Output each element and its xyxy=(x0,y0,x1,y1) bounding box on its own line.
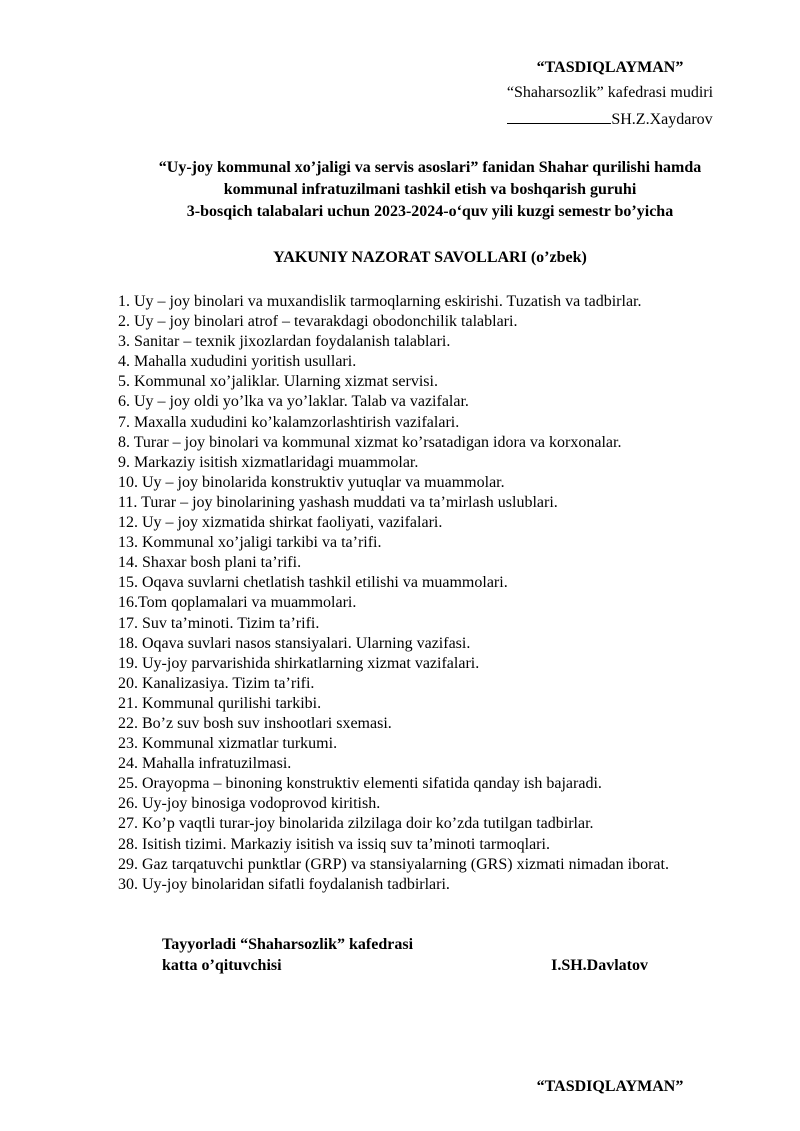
question-item: 18. Oqava suvlari nasos stansiyalari. Ularning vazifasi. xyxy=(118,634,471,652)
approver-name: SH.Z.Xaydarov xyxy=(611,111,713,128)
document-heading xyxy=(100,157,760,223)
heading-line-1: “Uy-joy kommunal xo’jaligi va servis asoslari” fanidan Shahar qurilishi hamda xyxy=(158,159,702,176)
question-item: 20. Kanalizasiya. Tizim ta’rifi. xyxy=(118,674,315,692)
approval-stamp: “TASDIQLAYMAN” xyxy=(536,59,684,76)
heading-line-3: 3-bosqich talabalari uchun 2023-2024-o‘quv yili kuzgi semestr bo’yicha xyxy=(186,203,674,220)
question-item: 17. Suv ta’minoti. Tizim ta’rifi. xyxy=(118,614,320,632)
question-item: 8. Turar – joy binolari va kommunal xizmat ko’rsatadigan idora va korxonalar. xyxy=(118,433,622,451)
heading-line-2: kommunal infratuzilmani tashkil etish va boshqarish guruhi xyxy=(223,181,637,198)
approver-role: “Shaharsozlik” kafedrasi mudiri xyxy=(506,84,714,101)
question-item: 30. Uy-joy binolaridan sifatli foydalanish tadbirlari. xyxy=(118,875,450,893)
signature-line xyxy=(480,109,740,131)
question-item: 23. Kommunal xizmatlar turkumi. xyxy=(118,735,338,753)
question-item: 1. Uy – joy binolari va muxandislik tarmoqlarning eskirishi. Tuzatish va tadbirlar. xyxy=(118,293,642,310)
question-item: 12. Uy – joy xizmatida shirkat faoliyati, vazifalari. xyxy=(118,514,443,532)
prepared-by-row xyxy=(162,955,682,976)
question-item: 28. Isitish tizimi. Markaziy isitish va issiq suv ta’minoti tarmoqlari. xyxy=(118,835,550,853)
question-item: 6. Uy – joy oldi yo’lka va yo’laklar. Talab va vazifalar. xyxy=(118,393,469,411)
questions-list xyxy=(118,292,758,895)
question-item: 14. Shaxar bosh plani ta’rifi. xyxy=(118,554,302,572)
question-item: 2. Uy – joy binolari atrof – tevarakdagi obodonchilik talablari. xyxy=(118,313,518,331)
question-item: 19. Uy-joy parvarishida shirkatlarning xizmat vazifalari. xyxy=(118,654,480,672)
question-item: 25. Orayopma – binoning konstruktiv elementi sifatida qanday ish bajaradi. xyxy=(118,775,602,793)
preparer-name: I.SH.Davlatov xyxy=(551,957,648,974)
question-item: 16.Tom qoplamalari va muammolari. xyxy=(118,594,357,612)
signature-blank xyxy=(507,109,611,124)
question-item: 26. Uy-joy binosiga vodoprovod kiritish. xyxy=(118,795,381,813)
next-page-approval-stamp: “TASDIQLAYMAN” xyxy=(536,1078,684,1095)
question-item: 29. Gaz tarqatuvchi punktlar (GRP) va stansiyalarning (GRS) xizmati nimadan iborat. xyxy=(118,855,669,873)
preparer-position: katta o’qituvchisi xyxy=(162,957,282,974)
question-item: 24. Mahalla infratuzilmasi. xyxy=(118,755,292,773)
approval-block xyxy=(480,57,740,131)
question-item: 27. Ko’p vaqtli turar-joy binolarida zilzilaga doir ko’zda tutilgan tadbirlar. xyxy=(118,815,594,833)
question-item: 22. Bo’z suv bosh suv inshootlari sxemasi. xyxy=(118,714,392,732)
prepared-by-line: Tayyorladi “Shaharsozlik” kafedrasi xyxy=(162,936,414,953)
document-subtitle: YAKUNIY NAZORAT SAVOLLARI (o’zbek) xyxy=(273,249,587,266)
question-item: 15. Oqava suvlarni chetlatish tashkil etilishi va muammolari. xyxy=(118,574,508,592)
question-item: 9. Markaziy isitish xizmatlaridagi muammolar. xyxy=(118,453,419,471)
prepared-by-block xyxy=(162,934,682,976)
question-item: 10. Uy – joy binolarida konstruktiv yutuqlar va muammolar. xyxy=(118,473,505,491)
question-item: 11. Turar – joy binolarining yashash muddati va ta’mirlash uslublari. xyxy=(118,493,558,511)
question-item: 7. Maxalla xududini ko’kalamzorlashtirish vazifalari. xyxy=(118,413,460,431)
question-item: 3. Sanitar – texnik jixozlardan foydalanish talablari. xyxy=(118,333,451,351)
question-item: 13. Kommunal xo’jaligi tarkibi va ta’rifi. xyxy=(118,534,382,552)
question-item: 21. Kommunal qurilishi tarkibi. xyxy=(118,694,322,712)
question-item: 4. Mahalla xududini yoritish usullari. xyxy=(118,353,357,371)
question-item: 5. Kommunal xo’jaliklar. Ularning xizmat servisi. xyxy=(118,373,438,391)
